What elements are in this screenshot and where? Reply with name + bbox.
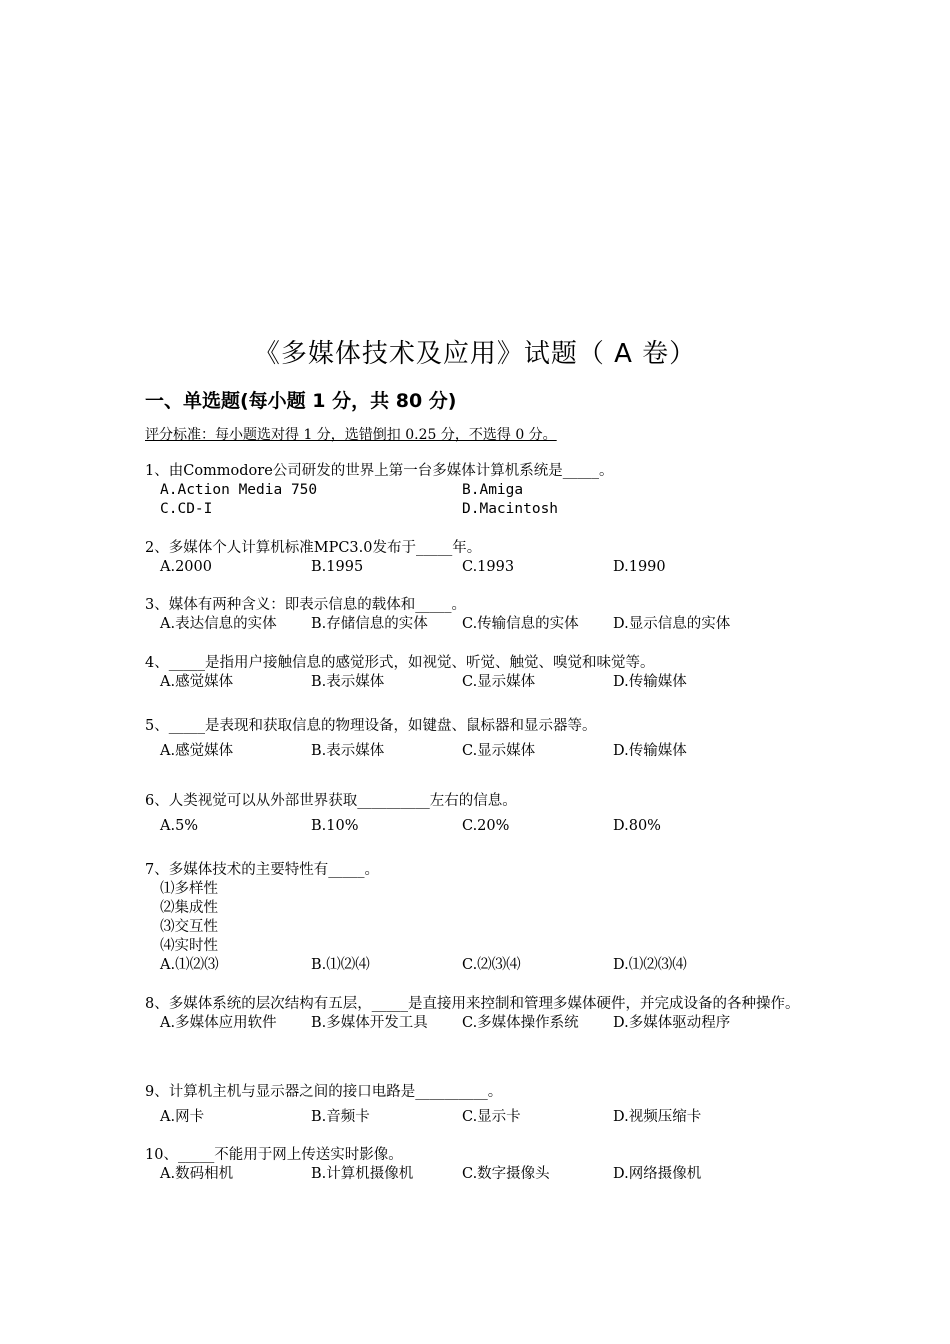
question-5 — [145, 717, 825, 761]
section-heading: 一、单选题(每小题 1 分，共 80 分) — [145, 390, 457, 412]
question-7 — [145, 861, 825, 975]
question-3 — [145, 596, 825, 634]
option-a: A.5% — [160, 818, 199, 834]
option-c: C.显示媒体 — [462, 674, 536, 690]
option-a: A.感觉媒体 — [160, 743, 234, 759]
option-b: B.10% — [311, 818, 359, 834]
question-8 — [145, 995, 805, 1033]
option-a: A.Action Media 750 — [160, 482, 318, 498]
option-b: B.⑴⑵⑷ — [311, 957, 370, 973]
option-c: C.传输信息的实体 — [462, 616, 579, 632]
option-row — [160, 742, 825, 761]
question-4 — [145, 654, 825, 692]
question-stem: 4、_____是指用户接触信息的感觉形式，如视觉、听觉、触觉、嗅觉和味觉等。 — [145, 655, 655, 671]
option-b: B.存储信息的实体 — [311, 616, 428, 632]
sub-item: ⑶交互性 — [160, 919, 218, 935]
option-row — [160, 673, 825, 692]
option-row — [160, 956, 825, 975]
option-d: D.传输媒体 — [613, 674, 687, 690]
sub-item: ⑵集成性 — [160, 900, 218, 916]
sub-item: ⑷实时性 — [160, 938, 218, 954]
option-d: D.传输媒体 — [613, 743, 687, 759]
option-row — [160, 481, 825, 500]
scoring-criteria: 评分标准：每小题选对得 1 分，选错倒扣 0.25 分，不选得 0 分。 — [145, 427, 557, 443]
option-d: D.视频压缩卡 — [613, 1109, 702, 1125]
question-stem: 10、_____不能用于网上传送实时影像。 — [145, 1147, 403, 1163]
option-c: C.20% — [462, 818, 510, 834]
option-b: B.计算机摄像机 — [311, 1166, 414, 1182]
option-a: A.多媒体应用软件 — [160, 1015, 277, 1031]
question-stem: 9、计算机主机与显示器之间的接口电路是__________。 — [145, 1084, 503, 1100]
option-d: D.显示信息的实体 — [613, 616, 731, 632]
option-d: D.Macintosh — [462, 501, 559, 517]
option-c: C.CD-I — [160, 501, 213, 517]
question-stem: 7、多媒体技术的主要特性有_____。 — [145, 862, 379, 878]
option-row — [160, 817, 825, 836]
option-b: B.音频卡 — [311, 1109, 370, 1125]
question-10 — [145, 1146, 825, 1184]
option-c: C.1993 — [462, 559, 515, 575]
option-c: C.显示卡 — [462, 1109, 521, 1125]
option-row — [160, 558, 825, 577]
option-a: A.网卡 — [160, 1109, 205, 1125]
option-c: C.显示媒体 — [462, 743, 536, 759]
question-stem: 1、由Commodore公司研发的世界上第一台多媒体计算机系统是_____。 — [145, 463, 614, 479]
option-b: B.表示媒体 — [311, 674, 385, 690]
question-stem: 8、多媒体系统的层次结构有五层，_____是直接用来控制和管理多媒体硬件，并完成设备的各种操作。 — [145, 996, 800, 1012]
sub-item: ⑴多样性 — [160, 881, 218, 897]
question-stem: 3、媒体有两种含义：即表示信息的载体和_____。 — [145, 597, 466, 613]
option-c: C.⑵⑶⑷ — [462, 957, 521, 973]
question-stem: 6、人类视觉可以从外部世界获取__________左右的信息。 — [145, 793, 517, 809]
option-a: A.2000 — [160, 559, 212, 575]
option-b: B.Amiga — [462, 482, 524, 498]
option-c: C.数字摄像头 — [462, 1166, 550, 1182]
question-9 — [145, 1083, 825, 1127]
option-d: D.网络摄像机 — [613, 1166, 702, 1182]
option-d: D.1990 — [613, 559, 666, 575]
option-a: A.感觉媒体 — [160, 674, 234, 690]
question-6 — [145, 792, 825, 836]
question-stem: 2、多媒体个人计算机标准MPC3.0发布于_____年。 — [145, 540, 482, 556]
option-d: D.多媒体驱动程序 — [613, 1015, 731, 1031]
question-stem: 5、_____是表现和获取信息的物理设备，如键盘、鼠标器和显示器等。 — [145, 718, 597, 734]
option-row — [160, 1014, 805, 1033]
option-b: B.多媒体开发工具 — [311, 1015, 428, 1031]
option-a: A.数码相机 — [160, 1166, 234, 1182]
question-1 — [145, 462, 825, 519]
option-row — [160, 1165, 825, 1184]
option-d: D.⑴⑵⑶⑷ — [613, 957, 687, 973]
option-b: B.1995 — [311, 559, 364, 575]
exam-title: 《多媒体技术及应用》试题（ A 卷） — [253, 339, 697, 369]
option-row — [160, 615, 825, 634]
option-c: C.多媒体操作系统 — [462, 1015, 579, 1031]
option-a: A.⑴⑵⑶ — [160, 957, 219, 973]
question-2 — [145, 539, 825, 577]
option-row — [160, 1108, 825, 1127]
option-a: A.表达信息的实体 — [160, 616, 277, 632]
option-d: D.80% — [613, 818, 661, 834]
option-row — [160, 500, 825, 519]
option-b: B.表示媒体 — [311, 743, 385, 759]
